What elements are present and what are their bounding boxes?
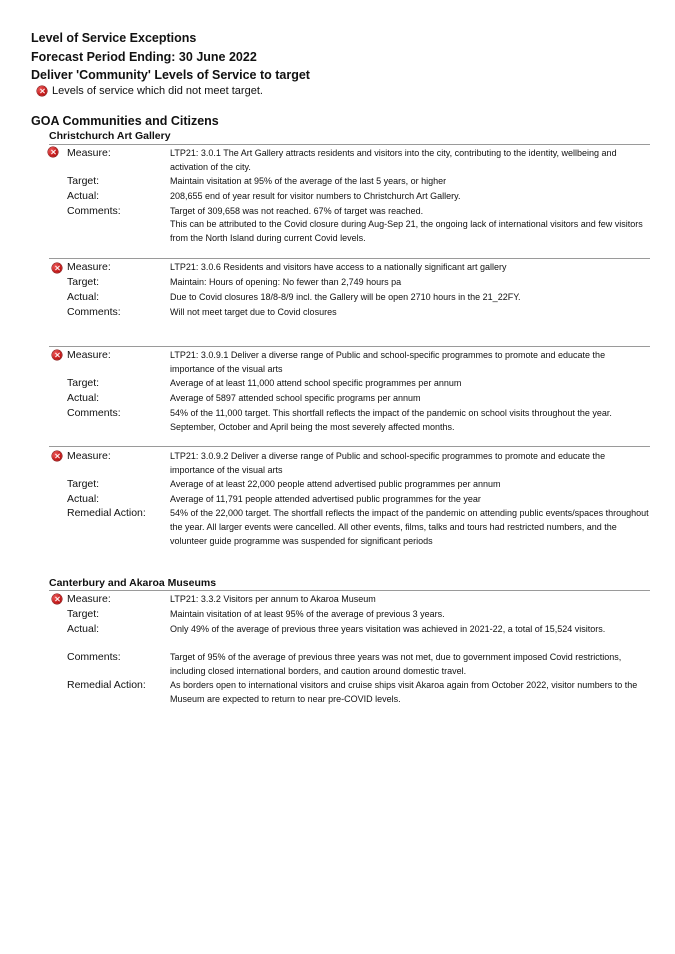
red-x-circle-icon [48, 147, 58, 157]
target-text: Average of at least 22,000 people attend advertised public programmes per annum [170, 479, 501, 489]
target-label: Target: [67, 276, 100, 288]
entry-divider [49, 258, 650, 259]
comments-label: Comments: [67, 306, 121, 318]
target-text: Maintain visitation at 95% of the average of the last 5 years, or higher [170, 176, 447, 186]
target-text: Maintain visitation of at least 95% of the average of previous 3 years. [170, 609, 445, 619]
legend-text: Levels of service which did not meet target. [52, 85, 263, 97]
red-x-circle-icon [52, 350, 62, 360]
target-text: Average of at least 11,000 attend school specific programmes per annum [170, 378, 462, 388]
comments-label: Comments: [67, 651, 121, 663]
actual-text: Only 49% of the average of previous three years visitation was achieved in 2021-22, a total of 15,524 visitors. [170, 624, 606, 634]
entry-divider [49, 346, 650, 347]
target-label: Target: [67, 608, 100, 620]
actual-text: Due to Covid closures 18/8-8/9 incl. the Gallery will be open 2710 hours in the 21_22FY. [170, 292, 521, 302]
section-title: Canterbury and Akaroa Museums [49, 577, 217, 589]
measure-label: Measure: [67, 450, 111, 462]
actual-label: Actual: [67, 493, 100, 505]
actual-label: Actual: [67, 623, 100, 635]
measure-text: LTP21: 3.3.2 Visitors per annum to Akaroa Museum [170, 594, 376, 604]
entry-divider [49, 446, 650, 447]
target-label: Target: [67, 377, 100, 389]
actual-text: Average of 11,791 people attended advertised public programmes for the year [170, 494, 481, 504]
target-label: Target: [67, 478, 100, 490]
red-x-circle-icon [52, 594, 62, 604]
comments-label: Comments: [67, 205, 121, 217]
actual-label: Actual: [67, 291, 100, 303]
comments-text-continued: This can be attributed to the Covid closure during Aug-Sep 21, the ongoing lack of international visitors and few visitors from the North Island during current Covid levels. [170, 219, 643, 243]
group-title: GOA Communities and Citizens [31, 114, 219, 128]
measure-text: LTP21: 3.0.6 Residents and visitors have access to a nationally significant art gallery [170, 262, 507, 272]
remedial-action-text: 54% of the 22,000 target. The shortfall reflects the impact of the pandemic on attending public events/spaces throughout the year. All larger events were cancelled. All other events, films, talks and tours had restricted numbers, and the volunteer guide programme was suspended for significant periods [170, 508, 649, 546]
measure-text: LTP21: 3.0.9.1 Deliver a diverse range of Public and school-specific programmes to promote and educate the importance of the visual arts [170, 350, 606, 374]
actual-label: Actual: [67, 392, 100, 404]
section-divider [49, 144, 650, 145]
target-label: Target: [67, 175, 100, 187]
measure-label: Measure: [67, 349, 111, 361]
remedial-action-label: Remedial Action: [67, 507, 146, 519]
comments-text: Will not meet target due to Covid closures [170, 307, 337, 317]
comments-text: Target of 309,658 was not reached. 67% of target was reached. [170, 206, 424, 216]
measure-text: LTP21: 3.0.9.2 Deliver a diverse range of Public and school-specific programmes to promote and educate the importance of the visual arts [170, 451, 606, 475]
report-subtitle: Deliver 'Community' Levels of Service to target [31, 68, 310, 82]
measure-label: Measure: [67, 147, 111, 159]
comments-text: 54% of the 11,000 target. This shortfall reflects the impact of the pandemic on school visits throughout the year. September, October and April being the most severely affected months. [170, 408, 612, 432]
red-x-circle-icon [52, 263, 62, 273]
remedial-action-label: Remedial Action: [67, 679, 146, 691]
actual-label: Actual: [67, 190, 100, 202]
measure-text: LTP21: 3.0.1 The Art Gallery attracts residents and visitors into the city, contributing to the identity, wellbeing and activation of the city. [170, 148, 617, 172]
measure-label: Measure: [67, 261, 111, 273]
section-divider [49, 590, 650, 591]
red-x-circle-icon [37, 86, 47, 96]
actual-text: 208,655 end of year result for visitor numbers to Christchurch Art Gallery. [170, 191, 461, 201]
remedial-action-text: As borders open to international visitors and cruise ships visit Akaroa again from October 2022, visitor numbers to the Museum are expected to return to near pre-COVID levels. [170, 680, 638, 704]
comments-text: Target of 95% of the average of previous three years was not met, due to government imposed Covid restrictions, including closed international borders, and caution around domestic travel. [170, 652, 622, 676]
forecast-period: Forecast Period Ending: 30 June 2022 [31, 50, 257, 64]
red-x-circle-icon [52, 451, 62, 461]
section-title: Christchurch Art Gallery [49, 130, 171, 142]
comments-label: Comments: [67, 407, 121, 419]
report-title: Level of Service Exceptions [31, 31, 197, 45]
actual-text: Average of 5897 attended school specific programs per annum [170, 393, 421, 403]
target-text: Maintain: Hours of opening: No fewer than 2,749 hours pa [170, 277, 402, 287]
measure-label: Measure: [67, 593, 111, 605]
